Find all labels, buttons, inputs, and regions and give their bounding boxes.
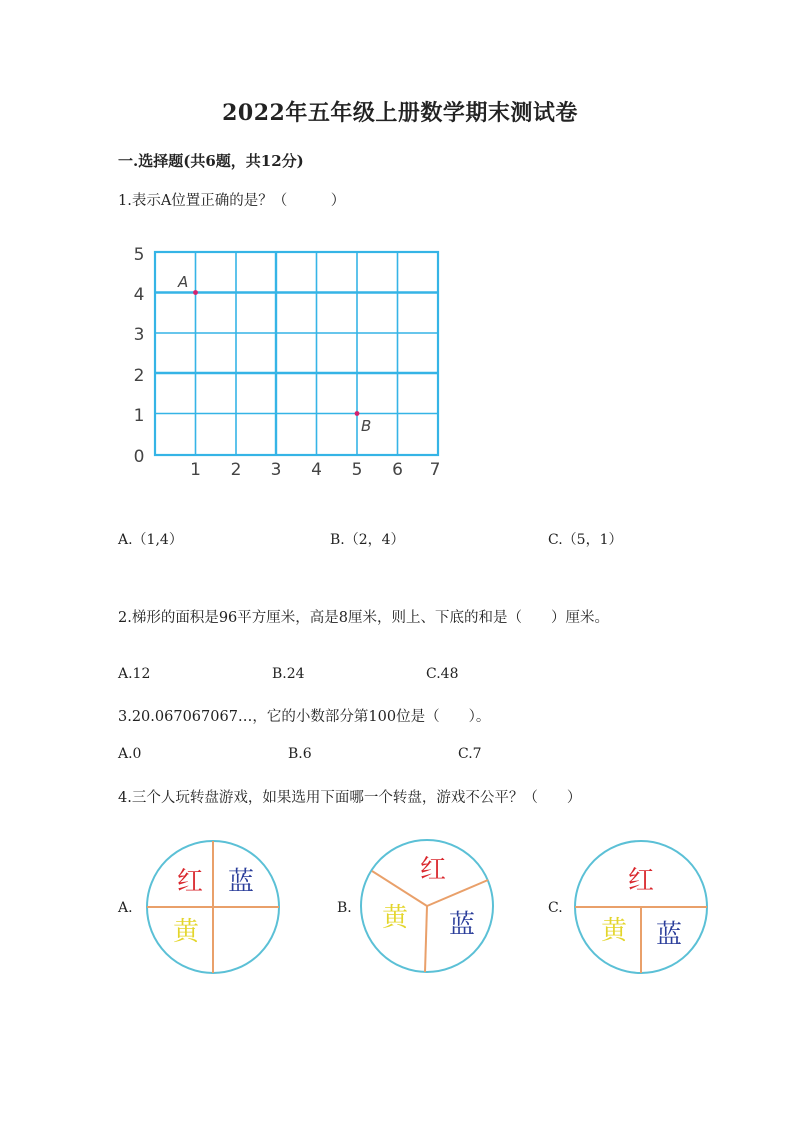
- point-a-label: A: [178, 273, 189, 291]
- q2-option-c[interactable]: C.48: [426, 666, 459, 682]
- spinner-b-blue-label: 蓝: [448, 910, 476, 940]
- x-tick: 4: [311, 460, 322, 480]
- spinner-a[interactable]: [140, 834, 290, 984]
- spinner-c-red-label: 红: [627, 866, 655, 896]
- x-tick: 6: [392, 460, 403, 480]
- y-tick: 3: [133, 325, 145, 345]
- spinner-b[interactable]: [357, 834, 507, 984]
- spinner-c-yellow-label: 黄: [600, 916, 628, 946]
- section-heading: 一.选择题(共6题，共12分): [118, 152, 304, 170]
- spinner-b-yellow-label: 黄: [381, 903, 409, 933]
- spinner-c[interactable]: [570, 834, 720, 984]
- y-tick: 4: [133, 285, 145, 305]
- spinner-a-blue-label: 蓝: [227, 867, 255, 897]
- spinner-c-option[interactable]: C.: [548, 900, 563, 916]
- spinner-b-option[interactable]: B.: [337, 900, 352, 916]
- y-tick: 2: [133, 366, 145, 386]
- y-tick: 1: [133, 406, 145, 426]
- q3-option-a[interactable]: A.0: [118, 746, 142, 762]
- x-tick: 7: [429, 460, 441, 480]
- q1-option-c[interactable]: C.（5，1）: [548, 532, 623, 548]
- question-3-text: 3.20.067067067…，它的小数部分第100位是（ ）。: [118, 709, 491, 725]
- point-b-label: B: [361, 417, 372, 435]
- spinner-b-red-label: 红: [419, 855, 447, 885]
- spinner-a-yellow-label: 黄: [172, 917, 200, 947]
- q3-option-c[interactable]: C.7: [458, 746, 482, 762]
- x-tick: 2: [230, 460, 242, 480]
- q1-option-b[interactable]: B.（2，4）: [330, 532, 405, 548]
- q1-option-a[interactable]: A.（1,4）: [118, 532, 183, 548]
- y-tick: 5: [133, 245, 145, 265]
- point-b-marker: [355, 411, 360, 416]
- spinner-a-option[interactable]: A.: [118, 900, 133, 916]
- question-4-text: 4.三个人玩转盘游戏，如果选用下面哪一个转盘，游戏不公平？（ ）: [118, 790, 582, 806]
- spinner-a-red-label: 红: [176, 867, 204, 897]
- x-tick: 5: [351, 460, 363, 480]
- spinner-c-blue-label: 蓝: [655, 920, 683, 950]
- question-1-text: 1.表示A位置正确的是？（ ）: [118, 193, 346, 209]
- x-tick: 1: [190, 460, 201, 480]
- y-tick: 0: [133, 447, 145, 467]
- coordinate-grid: [125, 240, 455, 485]
- q3-option-b[interactable]: B.6: [288, 746, 312, 762]
- point-a-marker: [193, 290, 198, 295]
- q2-option-a[interactable]: A.12: [118, 666, 151, 682]
- page-title: 2022年五年级上册数学期末测试卷: [222, 100, 578, 126]
- question-2-text: 2.梯形的面积是96平方厘米，高是8厘米，则上、下底的和是（ ）厘米。: [118, 610, 610, 626]
- q2-option-b[interactable]: B.24: [272, 666, 305, 682]
- x-tick: 3: [270, 460, 282, 480]
